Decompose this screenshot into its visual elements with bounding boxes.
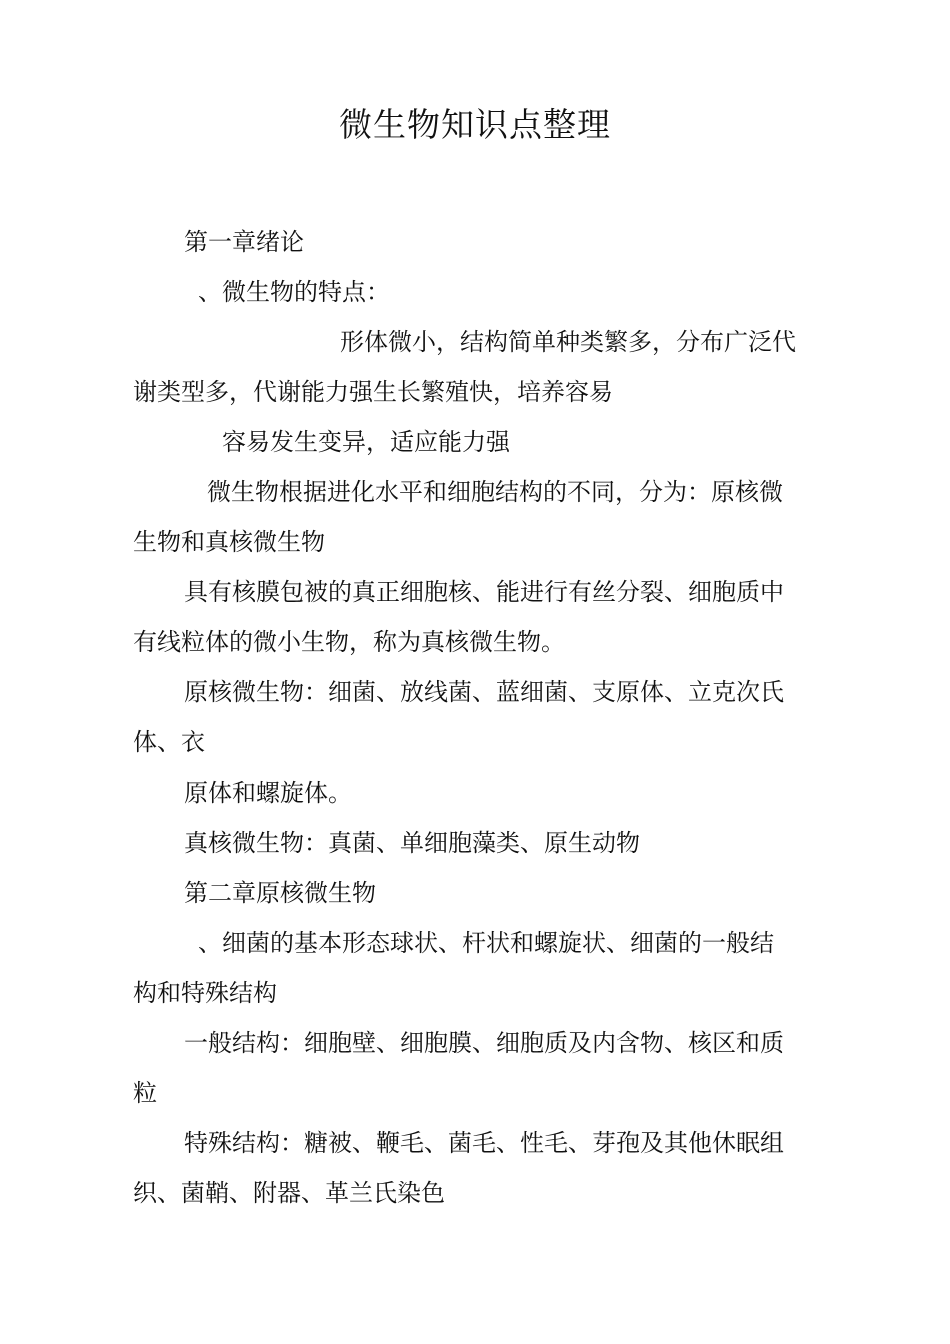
text-line: 、微生物的特点： — [198, 278, 390, 306]
text-line: 特殊结构：糖被、鞭毛、菌毛、性毛、芽孢及其他休眠组 — [184, 1129, 784, 1157]
text-line: 体、衣 — [133, 728, 205, 756]
text-line: 具有核膜包被的真正细胞核、能进行有丝分裂、细胞质中 — [184, 578, 784, 606]
text-line: 谢类型多，代谢能力强生长繁殖快，培养容易 — [133, 378, 613, 406]
text-line: 粒 — [133, 1079, 157, 1107]
text-line: 一般结构：细胞壁、细胞膜、细胞质及内含物、核区和质 — [184, 1029, 784, 1057]
document-title: 微生物知识点整理 — [339, 105, 611, 144]
text-line: 有线粒体的微小生物，称为真核微生物。 — [133, 628, 565, 656]
text-line: 真核微生物：真菌、单细胞藻类、原生动物 — [184, 829, 640, 857]
text-line: 形体微小，结构简单种类繁多，分布广泛代 — [340, 328, 796, 356]
text-line: 原体和螺旋体。 — [184, 779, 352, 807]
text-line: 容易发生变异，适应能力强 — [222, 428, 510, 456]
text-line: 生物和真核微生物 — [133, 528, 325, 556]
text-line: 、细菌的基本形态球状、杆状和螺旋状、细菌的一般结 — [198, 929, 774, 957]
text-line: 原核微生物：细菌、放线菌、蓝细菌、支原体、立克次氏 — [184, 678, 784, 706]
text-line: 第二章原核微生物 — [184, 879, 376, 907]
text-line: 构和特殊结构 — [133, 979, 277, 1007]
text-line: 织、菌鞘、附器、革兰氏染色 — [133, 1179, 445, 1207]
text-line: 第一章绪论 — [184, 228, 304, 256]
text-line: 微生物根据进化水平和细胞结构的不同，分为：原核微 — [207, 478, 783, 506]
